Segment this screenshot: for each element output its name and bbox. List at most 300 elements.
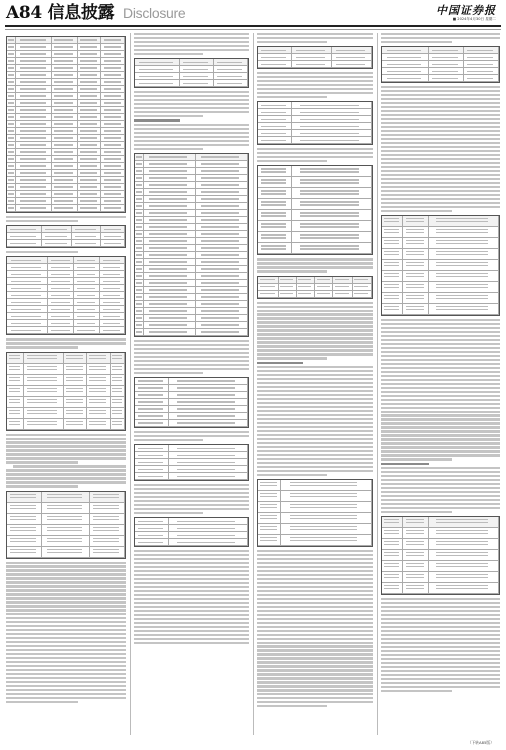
table-cell: [24, 353, 64, 364]
table-cell: [169, 525, 248, 532]
text-line: [381, 355, 500, 357]
table-cell: [100, 257, 125, 264]
table-cell: [135, 294, 144, 301]
table-cell: [52, 58, 78, 65]
table-cell: [144, 224, 196, 231]
text-line: [13, 465, 126, 467]
text-line: [6, 645, 126, 647]
table-cell: [101, 37, 125, 44]
table-cell: [144, 203, 196, 210]
table-cell: [135, 466, 169, 473]
text-line: [257, 266, 373, 268]
table-cell: [64, 364, 88, 375]
table-cell: [382, 238, 403, 249]
table-cell: [78, 135, 102, 142]
table-cell: [7, 233, 42, 240]
table-cell: [429, 528, 499, 539]
text-line: [381, 367, 500, 369]
text-line: [381, 210, 452, 212]
text-line: [6, 461, 78, 463]
table-cell: [196, 154, 248, 161]
table-cell: [279, 284, 297, 291]
table-cell: [403, 271, 429, 282]
text-line: [257, 426, 373, 428]
text-line: [381, 674, 500, 676]
text-line: [257, 366, 373, 368]
table-cell: [196, 259, 248, 266]
table-cell: [144, 168, 196, 175]
table-cell: [258, 177, 292, 188]
table-cell: [78, 79, 102, 86]
text-line: [257, 41, 327, 43]
text-line: [381, 618, 500, 620]
text-line: [381, 634, 500, 636]
table-cell: [196, 266, 248, 273]
table-cell: [429, 293, 499, 304]
section-heading: [257, 362, 303, 365]
data-table: [257, 101, 373, 145]
table-cell: [101, 156, 125, 163]
table-cell: [7, 72, 16, 79]
text-line: [257, 76, 373, 78]
text-line: [381, 511, 452, 513]
text-line: [6, 653, 126, 655]
table-cell: [7, 163, 16, 170]
text-line: [381, 110, 500, 112]
table-cell: [135, 66, 180, 73]
text-line: [134, 638, 249, 640]
table-cell: [258, 210, 292, 221]
table-cell: [196, 231, 248, 238]
table-cell: [135, 378, 169, 385]
table-cell: [52, 107, 78, 114]
table-cell: [7, 257, 48, 264]
table-cell: [16, 79, 51, 86]
text-line: [134, 570, 249, 572]
table-cell: [135, 224, 144, 231]
table-cell: [292, 177, 372, 188]
text-line: [257, 270, 327, 272]
data-table: [6, 256, 126, 335]
text-line: [257, 470, 373, 472]
text-line: [134, 348, 249, 350]
table-cell: [48, 299, 74, 306]
table-cell: [52, 79, 78, 86]
text-line: [257, 306, 373, 308]
text-line: [6, 485, 78, 487]
text-line: [134, 41, 249, 43]
table-cell: [42, 492, 89, 503]
table-cell: [382, 249, 403, 260]
text-line: [6, 589, 126, 591]
table-cell: [281, 502, 372, 513]
text-line: [134, 618, 249, 620]
text-line: [257, 626, 373, 628]
page-header: [0, 0, 506, 26]
table-cell: [382, 572, 403, 583]
table-cell: [52, 37, 78, 44]
table-cell: [135, 245, 144, 252]
text-line: [257, 689, 373, 691]
text-line: [257, 148, 373, 150]
text-line: [381, 327, 500, 329]
table-cell: [7, 525, 42, 536]
table-cell: [52, 177, 78, 184]
table-cell: [135, 525, 169, 532]
table-cell: [258, 47, 292, 54]
table-cell: [52, 72, 78, 79]
text-line: [257, 325, 373, 327]
table-cell: [7, 37, 16, 44]
table-cell: [429, 260, 499, 271]
text-line: [257, 88, 373, 90]
table-cell: [111, 408, 125, 419]
text-line: [381, 690, 452, 692]
text-line: [257, 80, 373, 82]
table-cell: [7, 65, 16, 72]
text-line: [257, 414, 373, 416]
text-line: [381, 134, 500, 136]
text-line: [381, 399, 500, 401]
table-cell: [258, 166, 292, 177]
table-cell: [16, 191, 51, 198]
text-line: [381, 186, 500, 188]
text-line: [134, 562, 249, 564]
table-cell: [16, 135, 51, 142]
table-cell: [144, 273, 196, 280]
table-cell: [7, 353, 24, 364]
table-cell: [281, 491, 372, 502]
table-cell: [42, 536, 89, 547]
text-line: [257, 705, 327, 707]
table-cell: [429, 68, 464, 75]
text-line: [257, 642, 373, 644]
text-line: [381, 491, 500, 493]
table-cell: [48, 327, 74, 334]
table-cell: [464, 61, 499, 68]
data-table: [257, 276, 373, 299]
table-cell: [429, 47, 464, 54]
table-cell: [281, 524, 372, 535]
text-line: [6, 629, 126, 631]
table-cell: [111, 364, 125, 375]
table-cell: [429, 539, 499, 550]
text-line: [134, 508, 249, 510]
table-cell: [403, 561, 429, 572]
text-line: [257, 33, 373, 35]
table-cell: [353, 277, 372, 284]
section-heading: [381, 463, 429, 466]
text-line: [134, 586, 249, 588]
table-cell: [429, 572, 499, 583]
table-cell: [281, 535, 372, 546]
text-line: [381, 98, 500, 100]
text-line: [257, 462, 373, 464]
table-cell: [382, 528, 403, 539]
text-column-4: [381, 33, 500, 735]
table-cell: [101, 198, 125, 205]
table-cell: [429, 583, 499, 594]
text-line: [257, 574, 373, 576]
table-cell: [169, 392, 248, 399]
text-line: [6, 438, 126, 440]
text-line: [381, 170, 500, 172]
text-line: [257, 474, 327, 476]
table-cell: [87, 364, 111, 375]
text-line: [134, 49, 249, 51]
text-line: [257, 645, 373, 647]
text-line: [381, 654, 500, 656]
data-table: [381, 215, 500, 316]
table-cell: [101, 135, 125, 142]
text-line: [134, 642, 249, 644]
table-cell: [7, 299, 48, 306]
text-line: [257, 578, 373, 580]
text-line: [6, 669, 126, 671]
table-cell: [464, 68, 499, 75]
table-cell: [135, 189, 144, 196]
table-cell: [52, 114, 78, 121]
text-column-3: [257, 33, 373, 735]
table-cell: [52, 142, 78, 149]
table-cell: [144, 287, 196, 294]
text-line: [381, 363, 500, 365]
table-cell: [101, 93, 125, 100]
table-cell: [78, 93, 102, 100]
text-line: [381, 194, 500, 196]
table-cell: [214, 73, 248, 80]
table-cell: [382, 68, 429, 75]
table-cell: [196, 182, 248, 189]
text-line: [257, 317, 373, 319]
text-line: [134, 492, 249, 494]
table-cell: [7, 156, 16, 163]
text-line: [134, 606, 249, 608]
table-cell: [169, 406, 248, 413]
table-cell: [169, 518, 248, 525]
text-line: [381, 106, 500, 108]
table-cell: [7, 547, 42, 558]
table-cell: [403, 227, 429, 238]
table-cell: [292, 188, 372, 199]
table-cell: [7, 264, 48, 271]
table-cell: [42, 547, 89, 558]
table-cell: [292, 221, 372, 232]
table-cell: [144, 238, 196, 245]
table-cell: [135, 385, 169, 392]
text-line: [381, 130, 500, 132]
text-line: [381, 118, 500, 120]
text-line: [6, 685, 126, 687]
data-table: [381, 516, 500, 595]
text-line: [257, 665, 373, 667]
table-cell: [100, 320, 125, 327]
table-cell: [292, 61, 332, 68]
text-line: [381, 446, 500, 448]
section-heading: [134, 119, 180, 122]
text-line: [6, 641, 126, 643]
table-cell: [144, 329, 196, 336]
text-line: [257, 653, 373, 655]
table-cell: [16, 86, 51, 93]
text-line: [6, 562, 126, 564]
header-rule: [5, 25, 501, 27]
table-cell: [196, 273, 248, 280]
text-line: [6, 338, 126, 340]
table-cell: [258, 535, 281, 546]
table-cell: [429, 75, 464, 82]
table-cell: [144, 231, 196, 238]
table-cell: [101, 149, 125, 156]
table-cell: [100, 306, 125, 313]
text-line: [134, 128, 249, 130]
text-line: [381, 422, 500, 424]
text-line: [6, 342, 126, 344]
text-line: [257, 160, 327, 162]
table-cell: [7, 313, 48, 320]
table-cell: [292, 199, 372, 210]
table-cell: [353, 284, 372, 291]
table-cell: [7, 44, 16, 51]
text-line: [134, 512, 203, 514]
table-cell: [101, 191, 125, 198]
text-line: [6, 220, 78, 222]
data-table: [381, 46, 500, 83]
text-line: [257, 310, 373, 312]
table-cell: [135, 266, 144, 273]
table-cell: [7, 86, 16, 93]
table-cell: [52, 44, 78, 51]
text-line: [381, 174, 500, 176]
table-cell: [64, 408, 88, 419]
text-line: [381, 499, 500, 501]
text-line: [134, 602, 249, 604]
text-line: [381, 138, 500, 140]
table-cell: [7, 514, 42, 525]
table-cell: [135, 217, 144, 224]
text-line: [381, 335, 500, 337]
table-cell: [100, 264, 125, 271]
table-cell: [144, 189, 196, 196]
table-cell: [74, 278, 100, 285]
text-line: [6, 597, 126, 599]
text-line: [257, 390, 373, 392]
text-line: [257, 430, 373, 432]
table-cell: [429, 238, 499, 249]
table-cell: [101, 44, 125, 51]
table-cell: [16, 65, 51, 72]
text-line: [257, 594, 373, 596]
table-cell: [78, 128, 102, 135]
table-cell: [315, 284, 333, 291]
table-cell: [135, 322, 144, 329]
table-cell: [100, 278, 125, 285]
table-cell: [7, 492, 42, 503]
table-cell: [382, 47, 429, 54]
table-cell: [180, 59, 214, 66]
table-cell: [258, 491, 281, 502]
table-cell: [429, 282, 499, 293]
text-line: [134, 622, 249, 624]
table-cell: [258, 277, 279, 284]
text-line: [6, 605, 126, 607]
page-code: A84: [6, 3, 42, 23]
text-line: [381, 495, 500, 497]
data-table: [257, 46, 373, 69]
text-line: [6, 481, 126, 483]
table-cell: [196, 189, 248, 196]
text-line: [257, 386, 373, 388]
text-line: [6, 601, 126, 603]
text-line: [257, 418, 373, 420]
table-cell: [403, 249, 429, 260]
table-cell: [292, 243, 372, 254]
data-table: [134, 377, 249, 428]
table-cell: [144, 294, 196, 301]
table-cell: [279, 291, 297, 298]
table-cell: [144, 217, 196, 224]
text-line: [381, 418, 500, 420]
text-line: [381, 450, 500, 452]
text-line: [381, 614, 500, 616]
table-cell: [16, 93, 51, 100]
table-cell: [42, 240, 72, 247]
table-cell: [292, 137, 372, 144]
text-line: [257, 693, 373, 695]
table-cell: [429, 271, 499, 282]
table-cell: [258, 284, 279, 291]
table-cell: [403, 528, 429, 539]
table-cell: [332, 61, 372, 68]
text-line: [257, 701, 373, 703]
text-line: [134, 594, 249, 596]
text-line: [381, 383, 500, 385]
table-cell: [52, 191, 78, 198]
table-cell: [42, 514, 89, 525]
text-line: [134, 578, 249, 580]
table-cell: [74, 292, 100, 299]
table-cell: [144, 266, 196, 273]
table-cell: [169, 539, 248, 546]
text-line: [257, 92, 373, 94]
text-line: [6, 453, 126, 455]
text-line: [381, 626, 500, 628]
table-cell: [196, 294, 248, 301]
table-cell: [72, 240, 102, 247]
table-cell: [135, 238, 144, 245]
table-cell: [135, 80, 180, 87]
table-cell: [258, 524, 281, 535]
table-cell: [135, 252, 144, 259]
text-line: [134, 95, 249, 97]
text-line: [381, 434, 500, 436]
table-cell: [135, 161, 144, 168]
table-cell: [144, 210, 196, 217]
text-line: [134, 614, 249, 616]
table-cell: [101, 72, 125, 79]
table-cell: [333, 284, 352, 291]
table-cell: [403, 293, 429, 304]
table-cell: [52, 163, 78, 170]
table-cell: [135, 459, 169, 466]
table-cell: [48, 320, 74, 327]
table-cell: [135, 315, 144, 322]
table-cell: [16, 107, 51, 114]
text-line: [381, 323, 500, 325]
data-table: [134, 444, 249, 481]
text-line: [134, 124, 249, 126]
table-cell: [281, 480, 372, 491]
